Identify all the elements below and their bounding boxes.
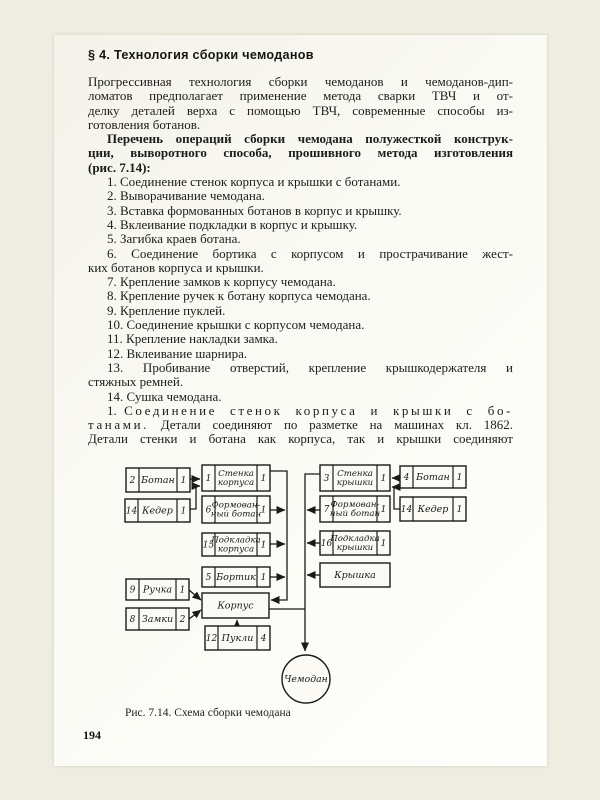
text-segment: стяжных ремней. bbox=[88, 374, 184, 390]
text-line bbox=[88, 289, 513, 303]
operation-item-7 bbox=[88, 275, 513, 289]
diagram-box-stenka-korpusa bbox=[202, 465, 270, 491]
connector-right-assembly-channel bbox=[305, 474, 320, 651]
text-segment: ломатов предполагает применение метода сварки ТВЧ и от- bbox=[88, 88, 513, 104]
part-quantity: 1 bbox=[260, 505, 267, 516]
text-segment: 5. Загибка краев ботана. bbox=[107, 231, 241, 247]
box-label: Кедер bbox=[417, 504, 449, 516]
connector-left-assembly-channel bbox=[270, 471, 287, 600]
operation-item-11 bbox=[88, 332, 513, 346]
text-line bbox=[88, 318, 513, 332]
connector-keder-right-to-stenka bbox=[392, 487, 400, 509]
text-segment: 13. Пробивание отверстий, крепление крышкодержателя и bbox=[107, 359, 513, 375]
text-line bbox=[88, 418, 513, 432]
text-line bbox=[88, 347, 513, 361]
assembly-diagram bbox=[115, 455, 480, 710]
text-line bbox=[88, 146, 513, 160]
part-quantity: 1 bbox=[380, 474, 387, 484]
part-number: 5 bbox=[205, 573, 212, 583]
operation-item-13 bbox=[88, 361, 513, 390]
part-quantity: 4 bbox=[260, 634, 267, 644]
box-label: Формован- bbox=[211, 500, 261, 511]
body-text bbox=[88, 75, 513, 447]
text-segment: 10. Соединение крышки с корпусом чемодана. bbox=[107, 317, 365, 333]
text-line bbox=[88, 232, 513, 246]
diagram-box-ruchka bbox=[126, 579, 189, 600]
operation-item-8 bbox=[88, 289, 513, 303]
text-segment: 7. Крепление замков к корпусу чемодана. bbox=[107, 274, 336, 290]
text-segment: 1. bbox=[107, 402, 125, 418]
text-segment: 14. Сушка чемодана. bbox=[107, 388, 222, 404]
book-page bbox=[54, 35, 547, 766]
box-label: корпуса bbox=[217, 544, 255, 555]
diagram-box-formovanny-botan-right bbox=[320, 496, 390, 522]
diagram-box-botan-right bbox=[400, 466, 466, 488]
part-number: 9 bbox=[129, 585, 136, 596]
part-quantity: 1 bbox=[260, 540, 267, 551]
text-line bbox=[88, 361, 513, 375]
box-label: ный ботан bbox=[210, 509, 262, 520]
box-label: Стенка bbox=[218, 469, 254, 479]
diagram-box-kryshka bbox=[320, 563, 390, 587]
text-segment: ции, выворотного способа, прошивного метода изготовления bbox=[88, 145, 513, 161]
box-label: Подкладка bbox=[330, 534, 380, 544]
diagram-box-korpus bbox=[202, 593, 269, 618]
box-label: Подкладка bbox=[211, 535, 261, 546]
box-label: ный ботан bbox=[329, 509, 381, 520]
box-label: Ручка bbox=[142, 584, 173, 596]
circle-label: Чемодан bbox=[284, 674, 328, 686]
text-line bbox=[88, 247, 513, 261]
part-number: 8 bbox=[129, 615, 136, 625]
part-quantity: 1 bbox=[179, 585, 186, 596]
operation-item-10 bbox=[88, 318, 513, 332]
operations-lead bbox=[88, 132, 513, 175]
text-line bbox=[88, 104, 513, 118]
text-segment: (рис. 7.14): bbox=[88, 159, 151, 175]
part-number: 6 bbox=[205, 505, 212, 516]
diagram-box-podkladka-korpusa bbox=[202, 533, 270, 556]
operation-item-4 bbox=[88, 218, 513, 232]
diagram-box-formovanny-botan-left bbox=[202, 496, 270, 523]
connector-keder-left-to-stenka bbox=[190, 486, 200, 509]
part-number: 3 bbox=[323, 474, 330, 484]
part-number: 14 bbox=[400, 505, 413, 515]
diagram-final-node-chemodan bbox=[282, 655, 330, 703]
part-number: 7 bbox=[323, 505, 330, 515]
text-segment: 11. Крепление накладки замка. bbox=[107, 331, 278, 347]
operation-item-5 bbox=[88, 232, 513, 246]
box-label: Ботан bbox=[416, 472, 450, 484]
part-number: 15 bbox=[202, 540, 215, 551]
text-segment: готовления ботанов. bbox=[88, 116, 201, 132]
text-line bbox=[88, 275, 513, 289]
diagram-box-bortik bbox=[202, 567, 270, 587]
text-segment: Детали стенки и ботана как корпуса, так и крышки соединяют bbox=[88, 431, 513, 447]
text-line bbox=[88, 75, 513, 89]
part-number: 4 bbox=[403, 473, 410, 483]
text-segment: 3. Вставка формованных ботанов в корпус и крышку. bbox=[107, 202, 402, 218]
diagram-box-keder-left bbox=[125, 499, 190, 522]
text-segment: делку деталей верха с помощью ТВЧ, современные способы из- bbox=[88, 102, 513, 118]
operation-item-9 bbox=[88, 304, 513, 318]
part-quantity: 1 bbox=[456, 473, 463, 483]
text-column bbox=[88, 48, 513, 447]
text-segment: 2. Выворачивание чемодана. bbox=[107, 188, 265, 204]
text-line bbox=[88, 332, 513, 346]
figure-caption: Рис. 7.14. Схема сборки чемодана bbox=[125, 707, 291, 719]
box-label: Корпус bbox=[217, 600, 254, 612]
text-line bbox=[88, 132, 513, 146]
part-quantity: 1 bbox=[180, 476, 187, 486]
intro-paragraph bbox=[88, 75, 513, 132]
part-number: 12 bbox=[205, 634, 218, 644]
text-segment: 4. Вклеивание подкладки в корпус и крышку. bbox=[107, 216, 358, 232]
text-line bbox=[88, 390, 513, 404]
connector-zamki-to-korpus bbox=[189, 610, 201, 619]
box-label: Крышка bbox=[334, 570, 376, 582]
part-number: 1 bbox=[205, 474, 212, 484]
connector-ruchka-to-korpus bbox=[189, 590, 201, 600]
text-segment: 9. Крепление пуклей. bbox=[107, 302, 226, 318]
part-number: 16 bbox=[320, 539, 333, 549]
text-segment: 12. Вклеивание шарнира. bbox=[107, 345, 248, 361]
text-segment: 6. Соединение бортика с корпусом и прострачивание жест- bbox=[107, 245, 513, 261]
box-label: Ботан bbox=[141, 475, 175, 487]
text-segment: 8. Крепление ручек к ботану корпуса чемодана. bbox=[107, 288, 371, 304]
part-quantity: 1 bbox=[456, 505, 463, 515]
text-line bbox=[88, 118, 513, 132]
part-quantity: 1 bbox=[260, 474, 267, 484]
part-number: 14 bbox=[125, 506, 138, 517]
box-label: Замки bbox=[141, 614, 174, 626]
detail-paragraph bbox=[88, 404, 513, 447]
text-line bbox=[88, 189, 513, 203]
diagram-box-pukli bbox=[205, 626, 270, 650]
part-quantity: 1 bbox=[380, 539, 387, 549]
text-segment: 1. Соединение стенок корпуса и крышки с ботанами. bbox=[107, 174, 401, 190]
text-line bbox=[88, 204, 513, 218]
text-line bbox=[88, 404, 513, 418]
operation-item-3 bbox=[88, 204, 513, 218]
part-quantity: 2 bbox=[179, 615, 186, 625]
box-label: Формован- bbox=[330, 500, 380, 510]
page-number: 194 bbox=[83, 728, 101, 742]
text-segment: Перечень операций сборки чемодана полужесткой конструк- bbox=[107, 131, 513, 147]
operation-item-12 bbox=[88, 347, 513, 361]
text-line bbox=[88, 175, 513, 189]
box-label: крышки bbox=[336, 478, 374, 489]
diagram-box-zamki bbox=[126, 608, 189, 630]
box-label: корпуса bbox=[217, 478, 255, 489]
box-label: Кедер bbox=[142, 505, 173, 517]
operation-item-6 bbox=[88, 247, 513, 276]
part-quantity: 1 bbox=[380, 505, 387, 515]
text-segment: Прогрессивная технология сборки чемоданов и чемоданов-дип- bbox=[88, 74, 513, 89]
diagram-box-keder-right bbox=[400, 497, 466, 521]
diagram-box-botan-left bbox=[126, 468, 190, 492]
operation-item-14 bbox=[88, 390, 513, 404]
text-segment: Детали соединяют по разметке на машинах кл. 1862. bbox=[148, 417, 513, 433]
operation-item-1 bbox=[88, 175, 513, 189]
text-line bbox=[88, 218, 513, 232]
text-line bbox=[88, 432, 513, 446]
box-label: Пукли bbox=[221, 633, 254, 645]
diagram-box-stenka-kryshki bbox=[320, 465, 390, 491]
text-line bbox=[88, 261, 513, 275]
box-label: Бортик bbox=[216, 572, 256, 584]
spaced-emphasis-text: танами. bbox=[88, 417, 149, 433]
text-line bbox=[88, 375, 513, 389]
part-quantity: 1 bbox=[180, 506, 187, 517]
box-label: Стенка bbox=[337, 469, 373, 479]
diagram-box-podkladka-kryshki bbox=[320, 531, 390, 555]
text-line bbox=[88, 89, 513, 103]
section-heading: § 4. Технология сборки чемоданов bbox=[88, 48, 314, 62]
part-quantity: 1 bbox=[260, 573, 267, 583]
text-segment: ких ботанов корпуса и крышки. bbox=[88, 259, 264, 275]
operation-item-2 bbox=[88, 189, 513, 203]
text-line bbox=[88, 304, 513, 318]
text-line bbox=[88, 161, 513, 175]
box-label: крышки bbox=[336, 543, 374, 554]
spaced-emphasis-text: Соединение стенок корпуса и крышки с бо- bbox=[124, 402, 513, 418]
part-number: 2 bbox=[129, 476, 136, 486]
